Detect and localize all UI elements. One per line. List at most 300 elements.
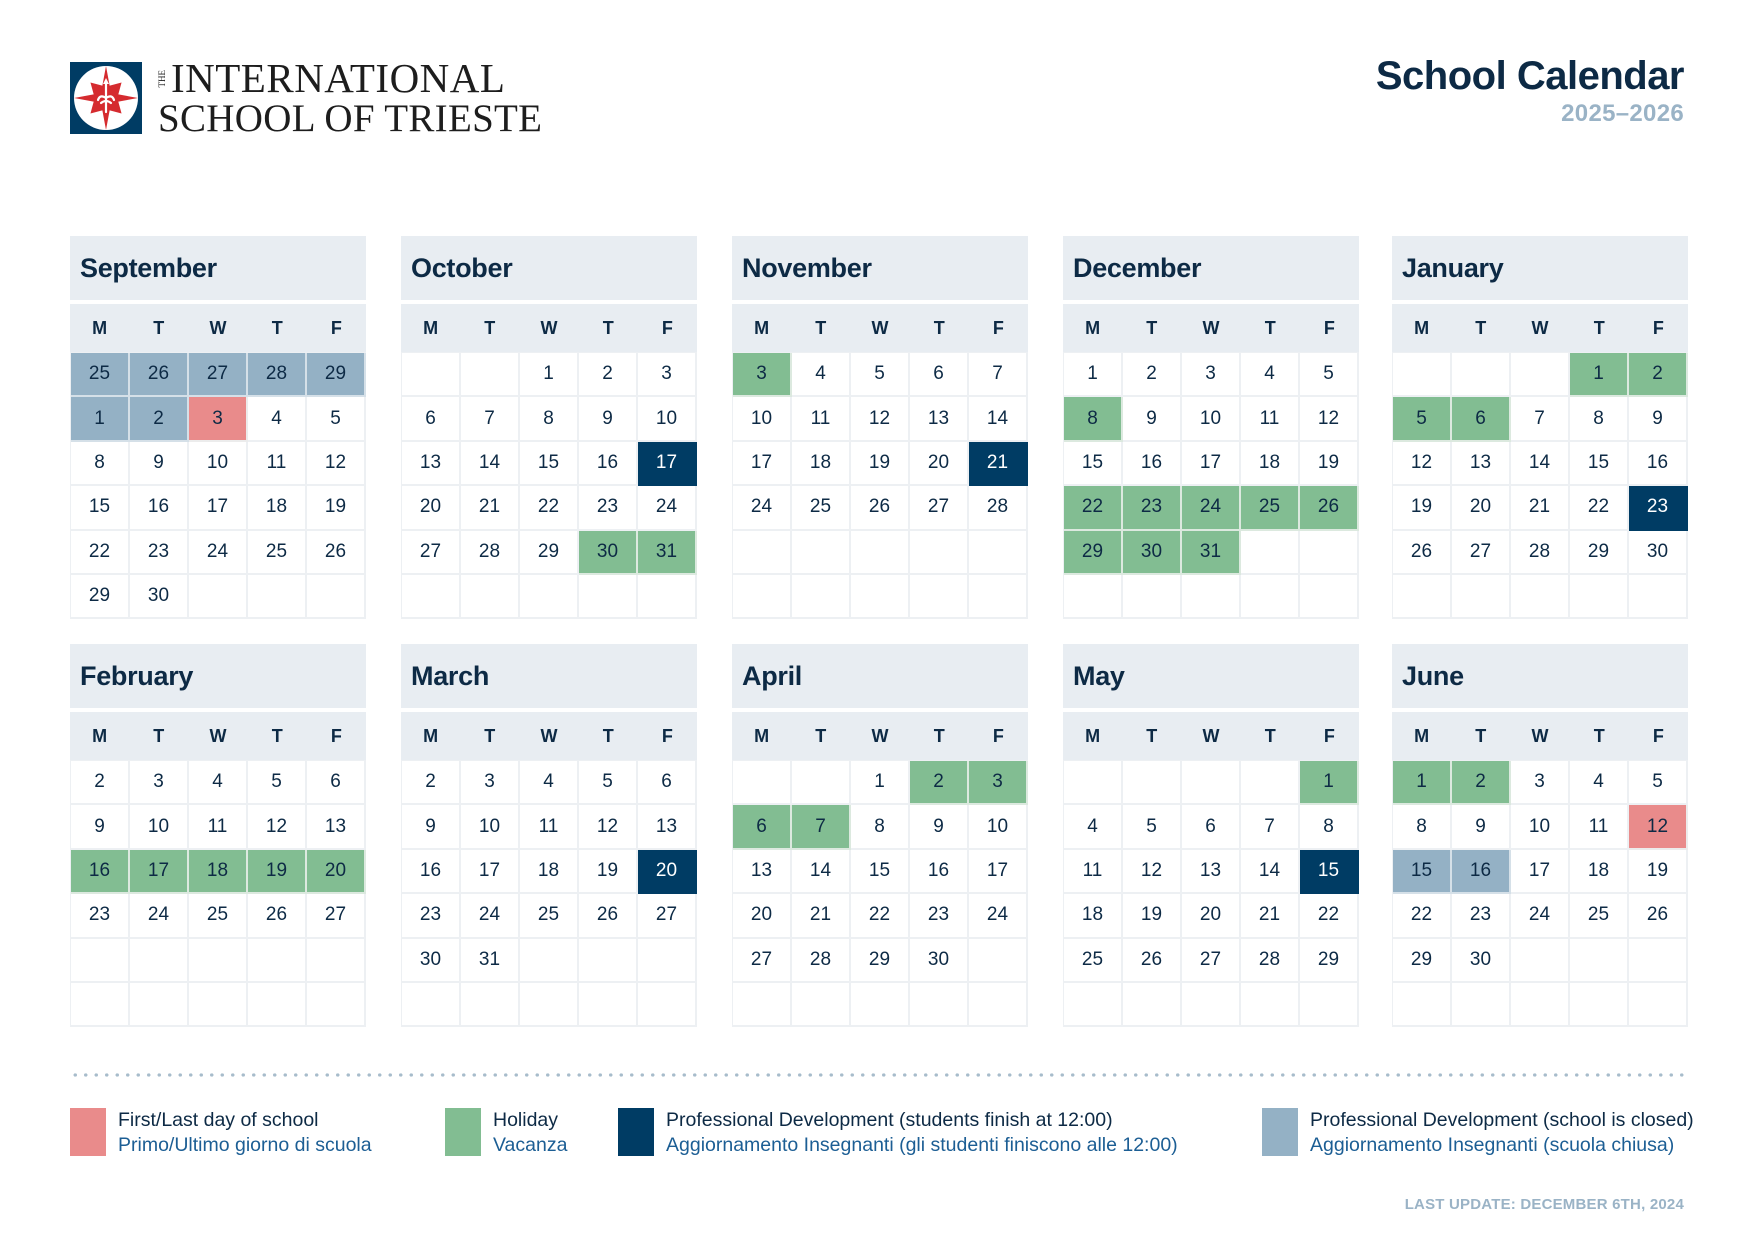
empty-day-cell (71, 983, 130, 1027)
empty-day-cell (402, 575, 461, 619)
day-cell: 19 (248, 850, 307, 894)
empty-day-cell (307, 939, 366, 983)
day-cell: 11 (792, 397, 851, 441)
weekday-label: T (602, 725, 614, 746)
day-cell: 16 (579, 442, 638, 486)
day-cell: 15 (1064, 442, 1123, 486)
day-cell: 8 (1300, 805, 1359, 849)
day-cell: 29 (851, 939, 910, 983)
empty-day-cell (1300, 983, 1359, 1027)
day-cell: 9 (71, 805, 130, 849)
day-cell: 14 (969, 397, 1028, 441)
month-title: March (401, 644, 697, 708)
weekday-label: W (871, 317, 889, 338)
school-name (157, 55, 543, 140)
day-cell: 14 (792, 850, 851, 894)
legend-label-en: Professional Development (school is closed) (1310, 1109, 1694, 1131)
day-cell: 10 (969, 805, 1028, 849)
day-cell: 4 (1570, 761, 1629, 805)
weekday-label: W (209, 725, 227, 746)
empty-day-cell (638, 939, 697, 983)
day-cell: 26 (248, 894, 307, 938)
weekday-label: F (992, 725, 1004, 746)
weekday-header (732, 712, 1028, 760)
weekday-label: T (271, 725, 283, 746)
month-may (1063, 644, 1359, 1027)
empty-day-cell (969, 983, 1028, 1027)
day-cell: 9 (910, 805, 969, 849)
day-cell: 7 (1241, 805, 1300, 849)
weekday-label: M (754, 725, 770, 746)
day-cell: 25 (1064, 939, 1123, 983)
legend-label-en: Holiday (493, 1109, 559, 1131)
weekday-label: M (1085, 317, 1101, 338)
day-cell: 25 (1241, 486, 1300, 530)
day-cell: 16 (71, 850, 130, 894)
day-cell: 31 (638, 531, 697, 575)
empty-day-cell (248, 575, 307, 619)
empty-day-cell (792, 761, 851, 805)
day-cell: 21 (461, 486, 520, 530)
day-cell: 26 (307, 531, 366, 575)
swatch-pd-closed-icon (1262, 1108, 1298, 1156)
day-cell: 24 (461, 894, 520, 938)
swatch-pd-half-icon (618, 1108, 654, 1156)
day-cell: 1 (1300, 761, 1359, 805)
legend-label-it: Aggiornamento Insegnanti (gli studenti finiscono alle 12:00) (666, 1134, 1178, 1156)
logo-line-2: SCHOOL OF TRIESTE (158, 97, 543, 140)
day-cell: 16 (1452, 850, 1511, 894)
day-cell: 8 (520, 397, 579, 441)
day-cell: 5 (307, 397, 366, 441)
weekday-header (1063, 304, 1359, 352)
days-grid (732, 760, 1028, 1027)
day-cell: 1 (520, 353, 579, 397)
empty-day-cell (1182, 575, 1241, 619)
month-title: May (1063, 644, 1359, 708)
day-cell: 19 (307, 486, 366, 530)
day-cell: 21 (1511, 486, 1570, 530)
empty-day-cell (130, 983, 189, 1027)
weekday-label: T (1264, 725, 1276, 746)
empty-day-cell (248, 983, 307, 1027)
weekday-label: T (815, 317, 827, 338)
empty-day-cell (189, 983, 248, 1027)
day-cell: 17 (461, 850, 520, 894)
day-cell: 18 (792, 442, 851, 486)
day-cell: 16 (1123, 442, 1182, 486)
day-cell: 30 (1629, 531, 1688, 575)
month-september (70, 236, 366, 619)
day-cell: 6 (910, 353, 969, 397)
day-cell: 15 (1393, 850, 1452, 894)
day-cell: 10 (733, 397, 792, 441)
day-cell: 18 (520, 850, 579, 894)
day-cell: 3 (1182, 353, 1241, 397)
day-cell: 4 (792, 353, 851, 397)
day-cell: 4 (1241, 353, 1300, 397)
weekday-label: F (992, 317, 1004, 338)
day-cell: 20 (1182, 894, 1241, 938)
weekday-label: W (1202, 317, 1220, 338)
day-cell: 23 (1123, 486, 1182, 530)
title-block (1376, 54, 1684, 128)
weekday-header (70, 304, 366, 352)
empty-day-cell (461, 575, 520, 619)
day-cell: 2 (1452, 761, 1511, 805)
day-cell: 5 (1123, 805, 1182, 849)
empty-day-cell (1241, 761, 1300, 805)
weekday-label: T (271, 317, 283, 338)
day-cell: 23 (910, 894, 969, 938)
empty-day-cell (1393, 983, 1452, 1027)
day-cell: 18 (1241, 442, 1300, 486)
empty-day-cell (792, 575, 851, 619)
day-cell: 12 (1300, 397, 1359, 441)
day-cell: 14 (1241, 850, 1300, 894)
day-cell: 17 (189, 486, 248, 530)
day-cell: 29 (1393, 939, 1452, 983)
day-cell: 20 (733, 894, 792, 938)
weekday-label: W (540, 725, 558, 746)
day-cell: 6 (638, 761, 697, 805)
day-cell: 15 (1300, 850, 1359, 894)
weekday-label: T (1146, 725, 1158, 746)
day-cell: 8 (1393, 805, 1452, 849)
day-cell: 5 (248, 761, 307, 805)
empty-day-cell (851, 575, 910, 619)
empty-day-cell (1064, 761, 1123, 805)
day-cell: 4 (189, 761, 248, 805)
weekday-label: M (1414, 317, 1430, 338)
month-title: April (732, 644, 1028, 708)
empty-day-cell (579, 575, 638, 619)
empty-day-cell (969, 575, 1028, 619)
day-cell: 20 (402, 486, 461, 530)
empty-day-cell (71, 939, 130, 983)
empty-day-cell (733, 575, 792, 619)
day-cell: 28 (969, 486, 1028, 530)
empty-day-cell (1182, 761, 1241, 805)
empty-day-cell (851, 531, 910, 575)
day-cell: 11 (520, 805, 579, 849)
day-cell: 3 (461, 761, 520, 805)
day-cell: 29 (71, 575, 130, 619)
day-cell: 28 (1241, 939, 1300, 983)
weekday-label: F (1652, 317, 1664, 338)
weekday-header (70, 712, 366, 760)
day-cell: 13 (638, 805, 697, 849)
day-cell: 22 (1300, 894, 1359, 938)
day-cell: 19 (851, 442, 910, 486)
month-title: September (70, 236, 366, 300)
day-cell: 17 (1182, 442, 1241, 486)
day-cell: 17 (1511, 850, 1570, 894)
day-cell: 23 (130, 531, 189, 575)
empty-day-cell (1064, 983, 1123, 1027)
month-november (732, 236, 1028, 619)
day-cell: 1 (71, 397, 130, 441)
day-cell: 22 (71, 531, 130, 575)
legend-label-en: Professional Development (students finish at 12:00) (666, 1109, 1113, 1131)
empty-day-cell (579, 939, 638, 983)
day-cell: 6 (1182, 805, 1241, 849)
day-cell: 30 (402, 939, 461, 983)
day-cell: 3 (130, 761, 189, 805)
weekday-header (1392, 304, 1688, 352)
day-cell: 30 (910, 939, 969, 983)
empty-day-cell (733, 761, 792, 805)
weekday-label: T (1264, 317, 1276, 338)
day-cell: 25 (1570, 894, 1629, 938)
day-cell: 13 (307, 805, 366, 849)
day-cell: 29 (307, 353, 366, 397)
weekday-label: T (1475, 725, 1487, 746)
empty-day-cell (969, 531, 1028, 575)
empty-day-cell (1241, 983, 1300, 1027)
empty-day-cell (1629, 575, 1688, 619)
day-cell: 14 (1511, 442, 1570, 486)
legend-item-pd-closed (1262, 1108, 1694, 1158)
day-cell: 29 (520, 531, 579, 575)
day-cell: 17 (130, 850, 189, 894)
legend-item-holiday (445, 1108, 567, 1158)
empty-day-cell (520, 983, 579, 1027)
swatch-first-last-icon (70, 1108, 106, 1156)
empty-day-cell (1452, 983, 1511, 1027)
weekday-label: T (815, 725, 827, 746)
day-cell: 22 (1064, 486, 1123, 530)
day-cell: 13 (1452, 442, 1511, 486)
empty-day-cell (733, 531, 792, 575)
day-cell: 3 (1511, 761, 1570, 805)
empty-day-cell (1452, 575, 1511, 619)
empty-day-cell (910, 983, 969, 1027)
day-cell: 24 (969, 894, 1028, 938)
month-title: January (1392, 236, 1688, 300)
day-cell: 24 (130, 894, 189, 938)
day-cell: 27 (638, 894, 697, 938)
weekday-label: M (1085, 725, 1101, 746)
day-cell: 18 (189, 850, 248, 894)
empty-day-cell (1511, 353, 1570, 397)
weekday-label: W (209, 317, 227, 338)
empty-day-cell (1629, 983, 1688, 1027)
day-cell: 23 (1629, 486, 1688, 530)
day-cell: 9 (579, 397, 638, 441)
day-cell: 16 (910, 850, 969, 894)
weekday-label: F (330, 317, 342, 338)
day-cell: 20 (638, 850, 697, 894)
empty-day-cell (189, 939, 248, 983)
empty-day-cell (461, 353, 520, 397)
day-cell: 15 (1570, 442, 1629, 486)
empty-day-cell (1123, 761, 1182, 805)
day-cell: 23 (579, 486, 638, 530)
day-cell: 26 (130, 353, 189, 397)
day-cell: 26 (1123, 939, 1182, 983)
day-cell: 9 (402, 805, 461, 849)
weekday-label: M (92, 317, 108, 338)
day-cell: 27 (1182, 939, 1241, 983)
day-cell: 10 (130, 805, 189, 849)
day-cell: 12 (851, 397, 910, 441)
day-cell: 17 (969, 850, 1028, 894)
day-cell: 13 (402, 442, 461, 486)
month-january (1392, 236, 1688, 619)
day-cell: 3 (969, 761, 1028, 805)
legend-item-first-last (70, 1108, 372, 1158)
day-cell: 11 (1064, 850, 1123, 894)
day-cell: 5 (1300, 353, 1359, 397)
school-year: 2025–2026 (1561, 100, 1684, 127)
empty-day-cell (1241, 531, 1300, 575)
weekday-label: F (1323, 317, 1335, 338)
month-october (401, 236, 697, 619)
day-cell: 10 (461, 805, 520, 849)
day-cell: 3 (733, 353, 792, 397)
day-cell: 28 (792, 939, 851, 983)
empty-day-cell (1570, 575, 1629, 619)
legend-label-it: Aggiornamento Insegnanti (scuola chiusa) (1310, 1134, 1675, 1156)
day-cell: 28 (248, 353, 307, 397)
empty-day-cell (733, 983, 792, 1027)
day-cell: 24 (189, 531, 248, 575)
weekday-label: T (484, 725, 496, 746)
day-cell: 8 (71, 442, 130, 486)
day-cell: 26 (1393, 531, 1452, 575)
day-cell: 19 (579, 850, 638, 894)
day-cell: 8 (1570, 397, 1629, 441)
day-cell: 11 (1241, 397, 1300, 441)
day-cell: 16 (130, 486, 189, 530)
empty-day-cell (1064, 575, 1123, 619)
day-cell: 20 (307, 850, 366, 894)
day-cell: 19 (1123, 894, 1182, 938)
day-cell: 14 (461, 442, 520, 486)
day-cell: 12 (1123, 850, 1182, 894)
day-cell: 28 (1511, 531, 1570, 575)
day-cell: 21 (969, 442, 1028, 486)
day-cell: 20 (1452, 486, 1511, 530)
day-cell: 2 (130, 397, 189, 441)
days-grid (1063, 352, 1359, 619)
day-cell: 27 (402, 531, 461, 575)
weekday-header (1063, 712, 1359, 760)
weekday-label: M (754, 317, 770, 338)
day-cell: 30 (1123, 531, 1182, 575)
weekday-label: F (330, 725, 342, 746)
empty-day-cell (1393, 575, 1452, 619)
day-cell: 2 (1629, 353, 1688, 397)
day-cell: 31 (461, 939, 520, 983)
day-cell: 18 (1570, 850, 1629, 894)
day-cell: 5 (1629, 761, 1688, 805)
day-cell: 5 (851, 353, 910, 397)
day-cell: 31 (1182, 531, 1241, 575)
empty-day-cell (1241, 575, 1300, 619)
day-cell: 22 (851, 894, 910, 938)
empty-day-cell (1570, 939, 1629, 983)
days-grid (732, 352, 1028, 619)
day-cell: 3 (189, 397, 248, 441)
dotted-divider (70, 1073, 1684, 1077)
day-cell: 18 (248, 486, 307, 530)
empty-day-cell (579, 983, 638, 1027)
month-title: June (1392, 644, 1688, 708)
day-cell: 26 (851, 486, 910, 530)
weekday-label: F (1323, 725, 1335, 746)
weekday-label: F (1652, 725, 1664, 746)
day-cell: 11 (248, 442, 307, 486)
weekday-label: W (1531, 317, 1549, 338)
month-march (401, 644, 697, 1027)
weekday-label: M (92, 725, 108, 746)
day-cell: 26 (579, 894, 638, 938)
weekday-header (401, 304, 697, 352)
weekday-label: T (1593, 725, 1605, 746)
day-cell: 8 (851, 805, 910, 849)
day-cell: 22 (1570, 486, 1629, 530)
logo-line-1: INTERNATIONAL (171, 55, 506, 101)
empty-day-cell (307, 983, 366, 1027)
weekday-label: T (933, 725, 945, 746)
day-cell: 25 (792, 486, 851, 530)
day-cell: 12 (1393, 442, 1452, 486)
days-grid (70, 352, 366, 619)
empty-day-cell (792, 531, 851, 575)
empty-day-cell (248, 939, 307, 983)
day-cell: 9 (1123, 397, 1182, 441)
empty-day-cell (1300, 575, 1359, 619)
empty-day-cell (461, 983, 520, 1027)
weekday-label: T (602, 317, 614, 338)
weekday-label: W (871, 725, 889, 746)
day-cell: 21 (1241, 894, 1300, 938)
day-cell: 2 (910, 761, 969, 805)
day-cell: 10 (638, 397, 697, 441)
page-title: School Calendar (1375, 54, 1684, 98)
empty-day-cell (189, 575, 248, 619)
day-cell: 24 (1511, 894, 1570, 938)
empty-day-cell (1452, 353, 1511, 397)
weekday-label: F (661, 725, 673, 746)
day-cell: 9 (1452, 805, 1511, 849)
day-cell: 20 (910, 442, 969, 486)
day-cell: 19 (1629, 850, 1688, 894)
last-update: LAST UPDATE: DECEMBER 6TH, 2024 (1404, 1196, 1684, 1213)
weekday-label: M (1414, 725, 1430, 746)
day-cell: 7 (461, 397, 520, 441)
day-cell: 23 (1452, 894, 1511, 938)
days-grid (1063, 760, 1359, 1027)
weekday-label: T (1593, 317, 1605, 338)
day-cell: 29 (1570, 531, 1629, 575)
legend-label-it: Vacanza (493, 1134, 568, 1156)
day-cell: 22 (1393, 894, 1452, 938)
empty-day-cell (910, 531, 969, 575)
compass-star-halberd-icon (70, 62, 142, 134)
day-cell: 24 (638, 486, 697, 530)
day-cell: 7 (792, 805, 851, 849)
day-cell: 11 (189, 805, 248, 849)
weekday-label: T (484, 317, 496, 338)
weekday-label: T (153, 725, 165, 746)
empty-day-cell (1511, 983, 1570, 1027)
day-cell: 24 (1182, 486, 1241, 530)
day-cell: 7 (1511, 397, 1570, 441)
day-cell: 19 (1300, 442, 1359, 486)
